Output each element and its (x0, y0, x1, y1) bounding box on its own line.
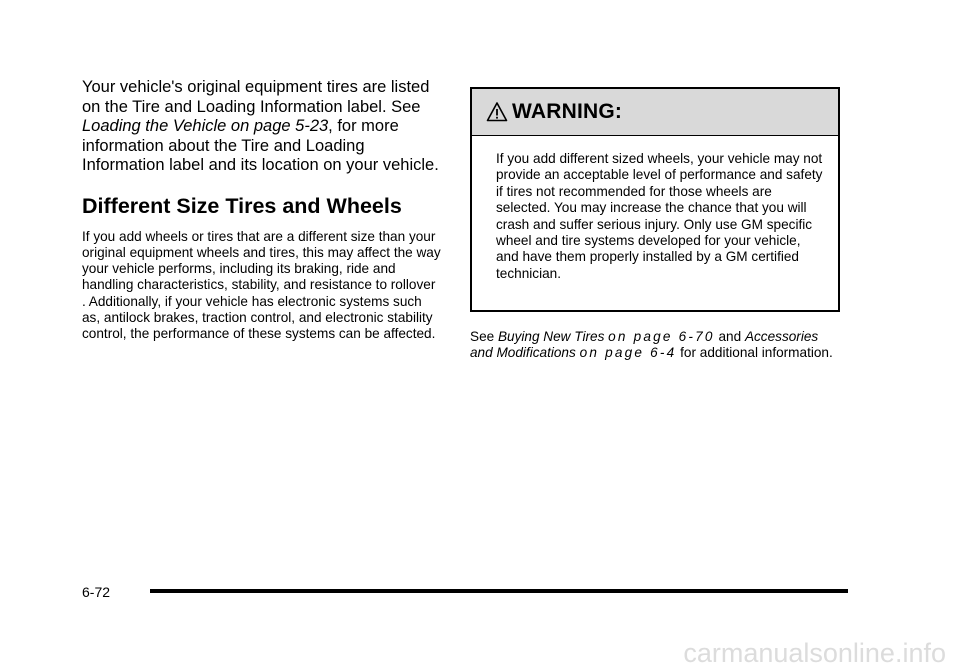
page-number: 6-72 (82, 584, 111, 600)
warning-body: If you add different sized wheels, your vehicle may not provide an acceptable level of performance and safety if tires not recommended for those wheels are selected. You may increase the chance that you will crash and suffer serious injury. Only use GM specific wheel and tire systems developed for your vehicle, and have them properly installed by a GM certified technician. (496, 151, 823, 281)
ref1-title: Buying New Tires (497, 329, 605, 344)
left-column (82, 78, 442, 343)
warning-triangle-icon (486, 101, 508, 123)
warning-title: WARNING: (512, 100, 623, 123)
loading-vehicle-link[interactable]: Loading the Vehicle on page 5-23 (82, 117, 329, 135)
see-and: and (718, 329, 742, 344)
see-prefix: See (470, 329, 495, 344)
section-body: If you add wheels or tires that are a different size than your original equipment wheels and tires, this may affect the way your vehicle performs, including its braking, ride and handling characteristics, stability, and resistance to rollover . Additionally, if your vehicle has electronic systems such as, antilock brakes, traction control, and electronic stability control, the performance of these systems can be affected. (82, 228, 441, 342)
section-heading: Different Size Tires and Wheels (82, 193, 402, 218)
buying-new-tires-link[interactable] (498, 329, 715, 344)
intro-text-end: , for more information about the Tire and Loading Information label and its location on your vehicle. (82, 117, 439, 174)
warning-header (472, 89, 838, 136)
footer-rule (150, 589, 848, 593)
intro-text-start: Your vehicle's original equipment tires are listed on the Tire and Loading Information label. See (82, 78, 430, 116)
watermark: carmanualsonline.info (683, 638, 946, 668)
right-column (470, 87, 842, 362)
ref2-page: on page 6-4 (579, 345, 677, 361)
see-also-paragraph (470, 329, 842, 362)
see-suffix: for additional information. (680, 345, 833, 361)
ref2-title: Accessories and Modifications (470, 329, 819, 361)
ref1-page: on page 6-70 (608, 329, 715, 344)
intro-paragraph (82, 78, 442, 176)
warning-box (470, 87, 840, 312)
